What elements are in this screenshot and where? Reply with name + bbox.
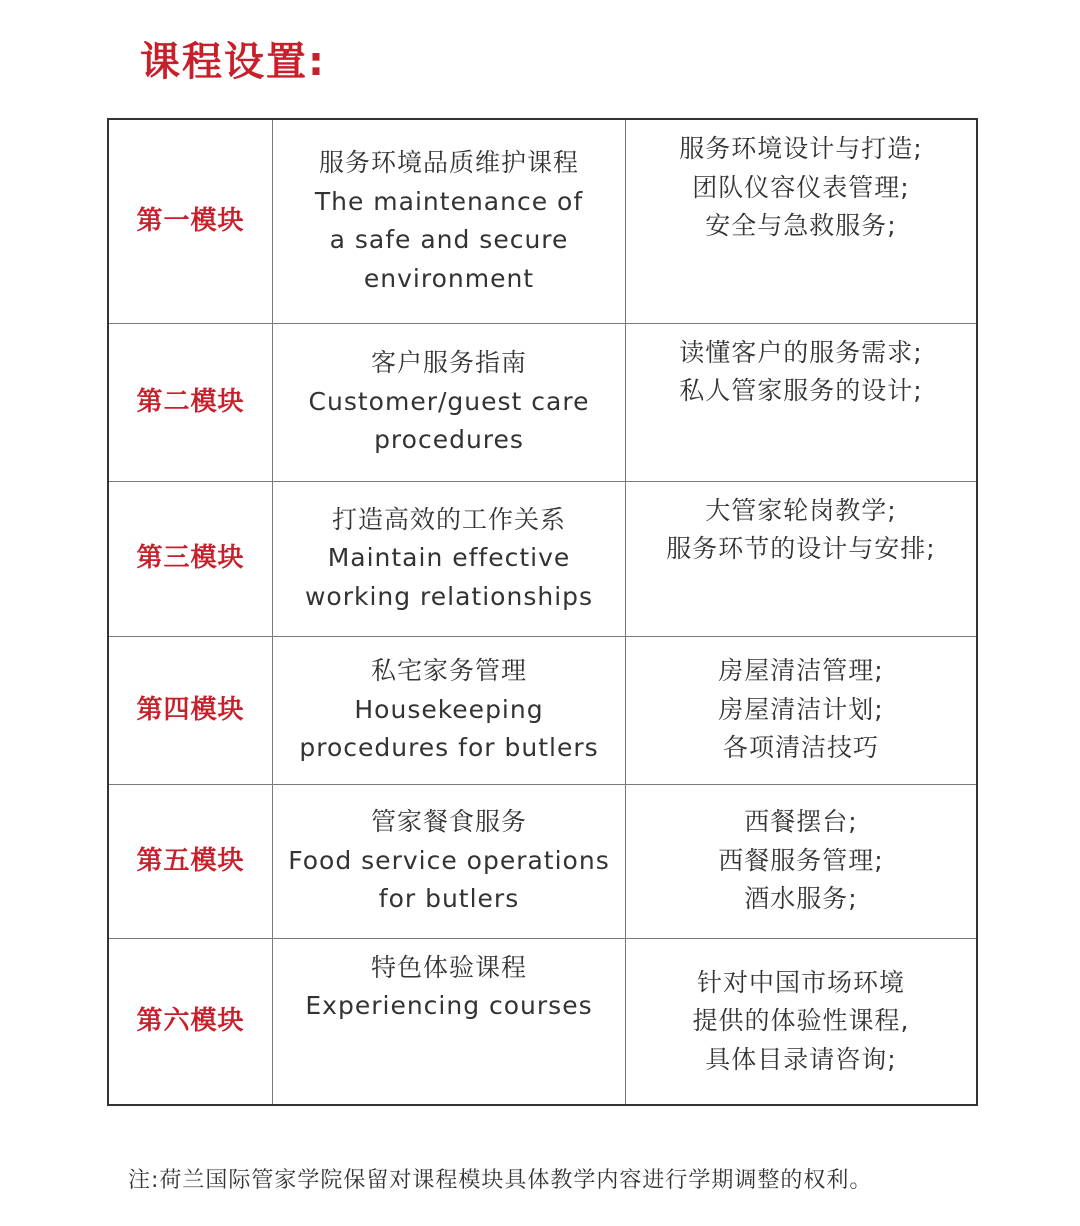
course-title-line: Customer/guest care xyxy=(308,386,590,416)
course-title-cell xyxy=(273,784,626,938)
course-table xyxy=(107,118,978,1106)
course-content-line: 房屋清洁计划; xyxy=(718,694,884,724)
course-content-cell xyxy=(626,636,978,784)
course-content-line: 私人管家服务的设计; xyxy=(679,376,923,405)
course-title-line: for butlers xyxy=(378,884,520,914)
module-name: 第五模块 xyxy=(108,784,273,938)
course-title-cell xyxy=(273,636,626,784)
footnote: 注:荷兰国际管家学院保留对课程模块具体教学内容进行学期调整的权利。 xyxy=(128,1168,873,1193)
course-title-line: procedures for butlers xyxy=(299,733,599,763)
course-title-line: Experiencing courses xyxy=(305,991,593,1020)
course-content-line: 服务环境设计与打造; xyxy=(679,134,923,163)
course-content-line: 安全与急救服务; xyxy=(705,211,897,240)
table-row xyxy=(108,119,977,323)
course-content-line: 酒水服务; xyxy=(744,884,858,914)
course-content-line: 各项清洁技巧 xyxy=(722,733,879,763)
course-title-line: The maintenance of xyxy=(314,186,584,216)
course-content-cell xyxy=(626,481,978,636)
course-content-line: 大管家轮岗教学; xyxy=(705,495,897,525)
course-content-cell xyxy=(626,784,978,938)
course-title-cell xyxy=(273,938,626,1105)
course-title-line: 管家餐食服务 xyxy=(370,807,527,837)
course-title-line: working relationships xyxy=(304,581,594,611)
course-content-line: 具体目录请咨询; xyxy=(705,1044,897,1074)
table-row xyxy=(108,636,977,784)
course-content-line: 服务环节的设计与安排; xyxy=(666,534,936,563)
course-title-cell xyxy=(273,481,626,636)
course-title-line: Food service operations xyxy=(288,845,610,875)
course-content-cell xyxy=(626,119,978,323)
course-content-line: 西餐服务管理; xyxy=(718,845,884,875)
page-title: 课程设置: xyxy=(140,39,326,85)
course-title-line: Housekeeping xyxy=(354,694,544,724)
course-content-cell xyxy=(626,323,978,481)
course-title-cell xyxy=(273,119,626,323)
course-content-line: 房屋清洁管理; xyxy=(718,656,884,686)
table-row xyxy=(108,481,977,636)
course-title-line: 服务环境品质维护课程 xyxy=(318,148,579,178)
course-content-line: 针对中国市场环境 xyxy=(696,967,905,997)
course-title-line: environment xyxy=(363,263,535,293)
course-title-line: 客户服务指南 xyxy=(370,348,527,378)
course-title-line: a safe and secure xyxy=(329,225,569,255)
module-name: 第三模块 xyxy=(108,481,273,636)
module-name: 第一模块 xyxy=(108,119,273,323)
course-title-line: Maintain effective xyxy=(327,543,571,573)
table-row xyxy=(108,938,977,1105)
module-name: 第六模块 xyxy=(108,938,273,1105)
course-content-cell xyxy=(626,938,978,1105)
course-content-line: 西餐摆台; xyxy=(744,807,858,837)
table-row xyxy=(108,784,977,938)
module-name: 第四模块 xyxy=(108,636,273,784)
course-content-line: 读懂客户的服务需求; xyxy=(679,337,923,367)
course-title-line: 特色体验课程 xyxy=(370,952,527,982)
course-content-line: 团队仪容仪表管理; xyxy=(692,172,910,202)
course-content-line: 提供的体验性课程, xyxy=(692,1006,910,1035)
course-title-line: 打造高效的工作关系 xyxy=(331,504,566,534)
course-title-cell xyxy=(273,323,626,481)
course-title-line: procedures xyxy=(374,425,524,455)
course-title-line: 私宅家务管理 xyxy=(370,656,527,686)
table-row xyxy=(108,323,977,481)
module-name: 第二模块 xyxy=(108,323,273,481)
